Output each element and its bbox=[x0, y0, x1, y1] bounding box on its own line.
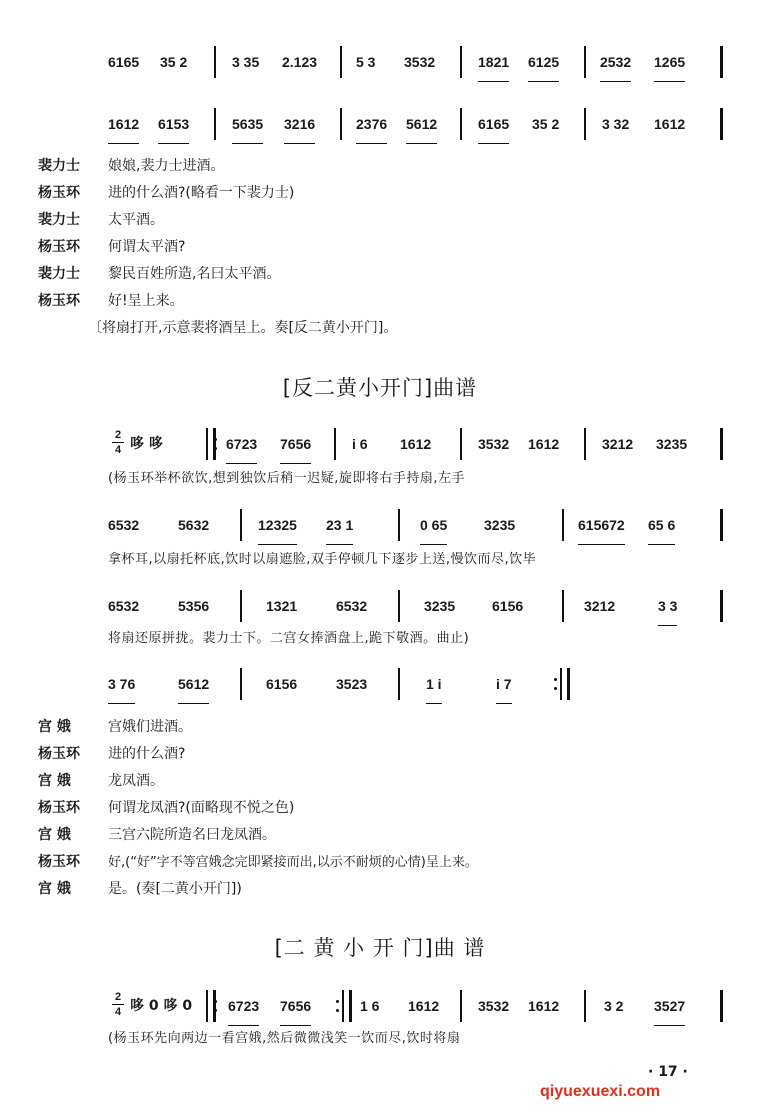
score-cell: 3 32 bbox=[602, 116, 630, 132]
score-cell: 615672 bbox=[578, 507, 625, 545]
score-cell: 3 3 bbox=[658, 588, 677, 626]
score-cell: 1265 bbox=[654, 44, 685, 82]
score-cell: 7656 bbox=[280, 426, 311, 464]
barline bbox=[562, 590, 564, 622]
watermark: qiyuexuexi.com bbox=[540, 1083, 661, 1100]
repeat-dots bbox=[336, 998, 339, 1014]
performance-note: (杨玉环先向两边一看宫娥,然后微微浅笑一饮而尽,饮时将扇 bbox=[108, 1031, 461, 1046]
barline bbox=[562, 509, 564, 541]
score-cell: 35 2 bbox=[160, 54, 188, 70]
stage-direction: 〔将扇打开,示意裴将酒呈上。奏[反二黄小开门]。 bbox=[88, 320, 398, 336]
score-cell: 0 65 bbox=[420, 507, 447, 545]
line-text: 三宫六院所造名曰龙凤酒。 bbox=[108, 827, 276, 843]
time-sig-top: 2 bbox=[114, 991, 122, 1003]
repeat-barline bbox=[342, 990, 352, 1022]
score-cell: 6165 bbox=[108, 54, 140, 70]
score-cell: 2376 bbox=[356, 106, 387, 144]
tune1-row-3 bbox=[108, 588, 730, 624]
barline bbox=[240, 668, 242, 700]
barline bbox=[214, 46, 216, 78]
intro-syllables: 哆 哆 bbox=[130, 436, 163, 452]
dialogue-line bbox=[38, 292, 184, 310]
score-cell: i 6 bbox=[352, 436, 368, 452]
dialogue-line bbox=[38, 772, 164, 790]
repeat-dots bbox=[554, 676, 557, 692]
barline bbox=[240, 590, 242, 622]
barline bbox=[240, 509, 242, 541]
score-cell: 6532 bbox=[108, 598, 140, 614]
dialogue-line bbox=[38, 184, 294, 202]
line-text: 黎民百姓所造,名曰太平酒。 bbox=[108, 266, 281, 282]
role-name: 杨玉环 bbox=[38, 800, 80, 816]
performance-note: 拿杯耳,以扇托杯底,饮时以扇遮脸,双手停顿几下逐步上送,慢饮而尽,饮毕 bbox=[108, 552, 537, 567]
role-name: 裴力士 bbox=[38, 212, 80, 228]
repeat-end-barline bbox=[560, 668, 570, 700]
score-cell: 6723 bbox=[228, 988, 259, 1026]
barline bbox=[398, 668, 400, 700]
score-cell: 5612 bbox=[178, 666, 209, 704]
barline bbox=[340, 108, 342, 140]
score-cell: 3527 bbox=[654, 988, 685, 1026]
score-cell: 1612 bbox=[654, 116, 686, 132]
score-cell: 3532 bbox=[404, 54, 436, 70]
score-cell: 3532 bbox=[478, 998, 510, 1014]
score-cell: 1 6 bbox=[360, 998, 380, 1014]
barline bbox=[398, 509, 400, 541]
barline bbox=[460, 46, 462, 78]
dialogue-line bbox=[38, 880, 242, 898]
dialogue-line bbox=[38, 211, 164, 229]
score-cell: i 7 bbox=[496, 666, 512, 704]
role-name: 裴力士 bbox=[38, 266, 80, 282]
score-cell: 5 3 bbox=[356, 54, 376, 70]
dialogue-line bbox=[38, 745, 185, 763]
line-text: 好!呈上来。 bbox=[108, 293, 184, 309]
score-cell: 1 i bbox=[426, 666, 442, 704]
barline bbox=[584, 428, 586, 460]
barline bbox=[720, 428, 723, 460]
score-cell: 3523 bbox=[336, 676, 368, 692]
score-cell: 5356 bbox=[178, 598, 210, 614]
time-signature bbox=[112, 428, 124, 457]
score-cell: 6125 bbox=[528, 44, 559, 82]
role-name: 裴力士 bbox=[38, 158, 80, 174]
dialogue-line bbox=[38, 718, 192, 736]
line-text: 太平酒。 bbox=[108, 212, 164, 228]
dialogue-line bbox=[38, 157, 224, 175]
score-cell: 3235 bbox=[656, 436, 688, 452]
dialogue-line bbox=[38, 799, 294, 817]
dialogue-line bbox=[38, 853, 478, 872]
line-text: 进的什么酒? bbox=[108, 746, 186, 762]
score-cell: 2532 bbox=[600, 44, 631, 82]
score-cell: 3 35 bbox=[232, 54, 260, 70]
time-signature bbox=[112, 990, 124, 1019]
score-cell: 5635 bbox=[232, 106, 263, 144]
score-cell: 23 1 bbox=[326, 507, 353, 545]
intro-syllables: 哆 0 哆 0 bbox=[130, 998, 193, 1014]
score-cell: 3212 bbox=[602, 436, 634, 452]
barline bbox=[340, 46, 342, 78]
tune2-row-1 bbox=[108, 988, 730, 1024]
performance-note: 将扇还原拼拢。裴力士下。二宫女捧酒盘上,跪下敬酒。曲止) bbox=[108, 631, 470, 646]
barline bbox=[720, 590, 723, 622]
role-name: 宫 娥 bbox=[38, 773, 71, 789]
time-sig-top: 2 bbox=[114, 429, 122, 441]
barline bbox=[460, 428, 462, 460]
barline bbox=[584, 990, 586, 1022]
score-cell: 6165 bbox=[478, 106, 509, 144]
time-sig-bottom: 4 bbox=[112, 1004, 124, 1019]
score-cell: 1612 bbox=[408, 998, 440, 1014]
score-cell: 1612 bbox=[528, 436, 560, 452]
barline bbox=[460, 108, 462, 140]
line-text: 娘娘,裴力士进酒。 bbox=[108, 158, 225, 174]
page-number: · 17 · bbox=[648, 1064, 688, 1080]
time-sig-bottom: 4 bbox=[112, 442, 124, 457]
tune1-row-2 bbox=[108, 507, 730, 543]
barline bbox=[584, 46, 586, 78]
role-name: 杨玉环 bbox=[38, 854, 80, 870]
score-cell: 3235 bbox=[484, 517, 516, 533]
barline bbox=[720, 509, 723, 541]
repeat-dots bbox=[214, 436, 217, 452]
barline bbox=[398, 590, 400, 622]
role-name: 杨玉环 bbox=[38, 293, 80, 309]
score-cell: 1321 bbox=[266, 598, 298, 614]
score-cell: 6156 bbox=[266, 676, 298, 692]
line-text: 是。(奏[二黄小开门]) bbox=[108, 881, 242, 897]
line-text: 好,(“好”字不等宫娥念完即紧接而出,以示不耐烦的心情)呈上来。 bbox=[108, 855, 478, 870]
barline bbox=[720, 990, 723, 1022]
score-cell: 6153 bbox=[158, 106, 189, 144]
score-cell: 6156 bbox=[492, 598, 524, 614]
score-cell: 3 2 bbox=[604, 998, 624, 1014]
barline bbox=[720, 46, 723, 78]
line-text: 宫娥们进酒。 bbox=[108, 719, 192, 735]
section-heading: [二 黄 小 开 门]曲 谱 bbox=[274, 936, 486, 960]
score-cell: 1821 bbox=[478, 44, 509, 82]
score-row-1 bbox=[108, 44, 730, 80]
barline bbox=[214, 108, 216, 140]
score-cell: 1612 bbox=[528, 998, 560, 1014]
role-name: 杨玉环 bbox=[38, 185, 80, 201]
score-cell: 6723 bbox=[226, 426, 257, 464]
score-row-2 bbox=[108, 106, 730, 142]
tune1-row-4 bbox=[108, 666, 730, 702]
section-heading: [反二黄小开门]曲谱 bbox=[282, 376, 478, 400]
dialogue-line bbox=[38, 238, 185, 256]
role-name: 杨玉环 bbox=[38, 746, 80, 762]
score-cell: 6532 bbox=[336, 598, 368, 614]
repeat-dots bbox=[214, 998, 217, 1014]
role-name: 杨玉环 bbox=[38, 239, 80, 255]
role-name: 宫 娥 bbox=[38, 881, 71, 897]
score-cell: 65 6 bbox=[648, 507, 675, 545]
dialogue-line bbox=[38, 826, 276, 844]
score-cell: 3532 bbox=[478, 436, 510, 452]
dialogue-line bbox=[38, 265, 280, 283]
barline bbox=[460, 990, 462, 1022]
score-cell: 5632 bbox=[178, 517, 210, 533]
line-text: 何谓太平酒? bbox=[108, 239, 186, 255]
barline bbox=[720, 108, 723, 140]
score-cell: 3216 bbox=[284, 106, 315, 144]
score-cell: 6532 bbox=[108, 517, 140, 533]
line-text: 何谓龙凤酒?(面略现不悦之色) bbox=[108, 800, 295, 816]
score-cell: 35 2 bbox=[532, 116, 560, 132]
line-text: 龙凤酒。 bbox=[108, 773, 164, 789]
score-cell: 5612 bbox=[406, 106, 437, 144]
score-cell: 1612 bbox=[108, 106, 139, 144]
score-cell: 1612 bbox=[400, 436, 432, 452]
performance-note: (杨玉环举杯欲饮,想到独饮后稍一迟疑,旋即将右手持扇,左手 bbox=[108, 471, 465, 486]
barline bbox=[584, 108, 586, 140]
tune1-row-1 bbox=[108, 426, 730, 462]
score-cell: 3 76 bbox=[108, 666, 135, 704]
score-cell: 3212 bbox=[584, 598, 616, 614]
score-cell: 12325 bbox=[258, 507, 297, 545]
score-cell: 2.123 bbox=[282, 54, 318, 70]
role-name: 宫 娥 bbox=[38, 827, 71, 843]
role-name: 宫 娥 bbox=[38, 719, 71, 735]
barline bbox=[334, 428, 336, 460]
score-cell: 7656 bbox=[280, 988, 311, 1026]
line-text: 进的什么酒?(略看一下裴力士) bbox=[108, 185, 295, 201]
score-cell: 3235 bbox=[424, 598, 456, 614]
